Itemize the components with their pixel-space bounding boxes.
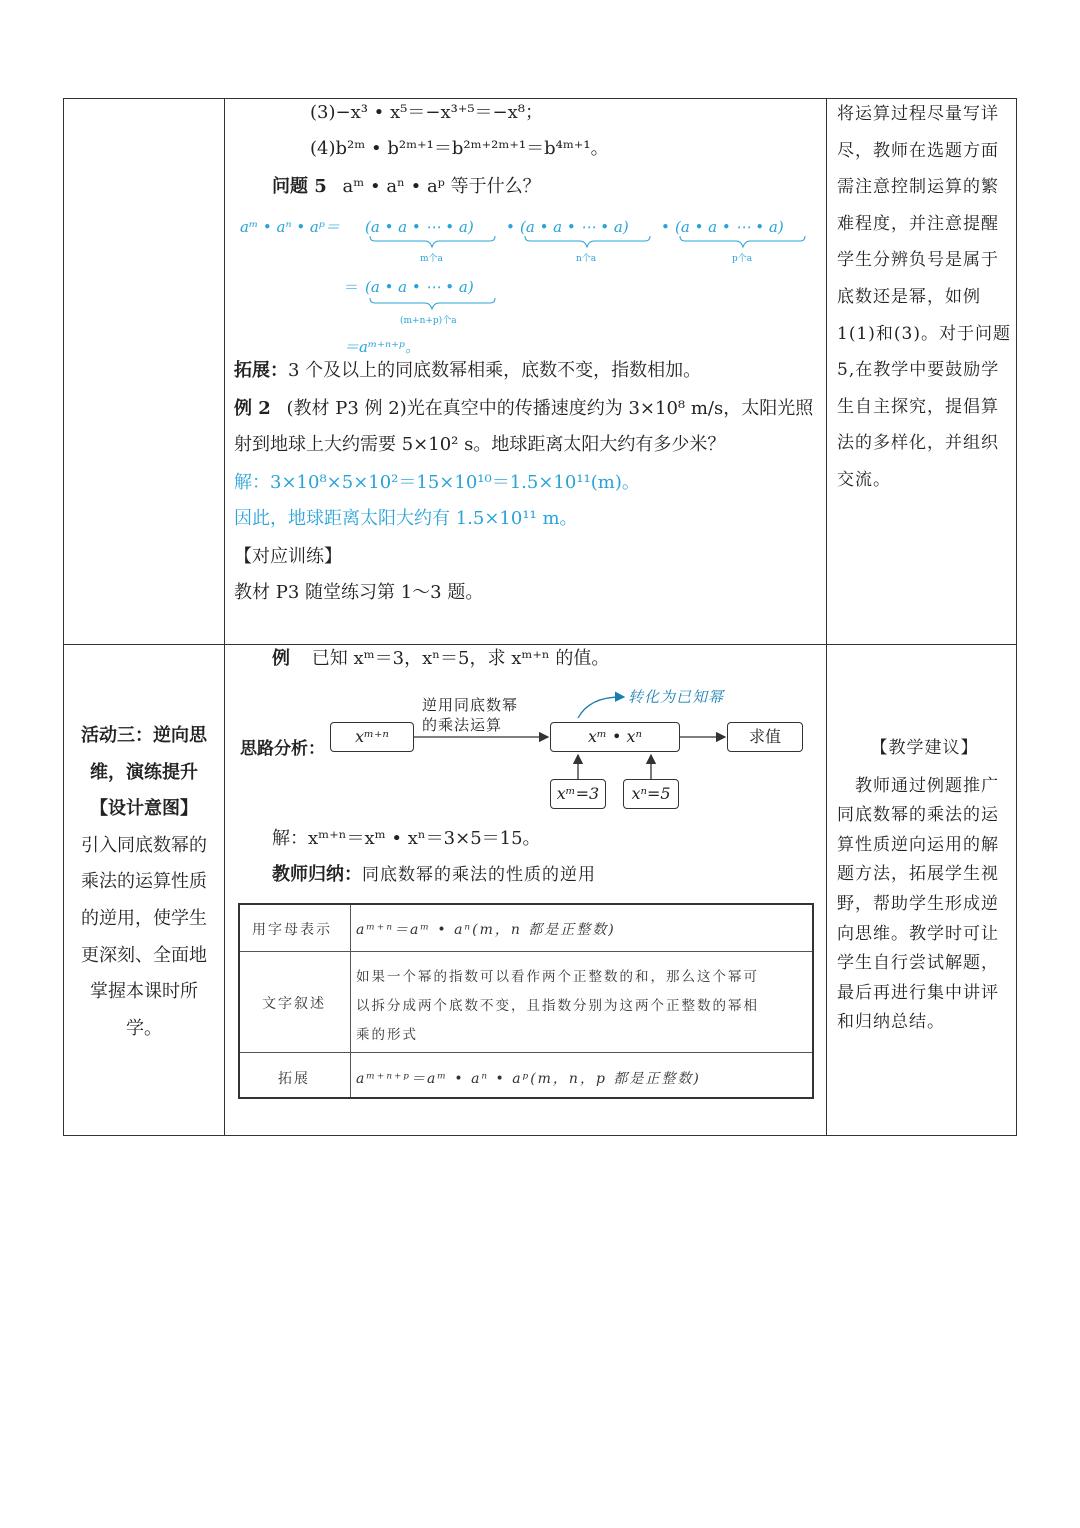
note-line: 尽，教师在选题方面 [837, 140, 999, 161]
solution-line-1: 解：3×10⁸×5×10²＝15×10¹⁰＝1.5×10¹¹(m)。 [234, 472, 640, 493]
table-head-symbol: 用字母表示 [252, 922, 332, 938]
teacher-summary [272, 864, 596, 886]
suggestion-line: 教师通过例题推广 [855, 775, 999, 796]
dot-1: • [506, 218, 515, 236]
note-line: 5,在教学中要鼓励学 [837, 360, 1000, 381]
suggestion-line: 学生自行尝试解题， [837, 953, 999, 974]
extension-text: 3 个及以上的同底数幂相乘，底数不变，指数相加。 [288, 360, 702, 381]
practice-heading: 【对应训练】 [234, 546, 342, 567]
summary-label: 教师归纳： [272, 864, 362, 885]
practice-text: 教材 P3 随堂练习第 1～3 题。 [234, 582, 484, 603]
derivation-result: ＝aᵐ⁺ⁿ⁺ᵖ。 [344, 338, 421, 356]
example-2-label: 例 2 [234, 398, 271, 419]
property-table-row-line [240, 951, 812, 952]
note-line: 交流。 [837, 469, 891, 490]
step-4: (4)b²ᵐ • b²ᵐ⁺¹＝b²ᵐ⁺²ᵐ⁺¹＝b⁴ᵐ⁺¹。 [310, 138, 609, 159]
summary-text: 同底数幂的乘法的性质的逆用 [362, 865, 596, 885]
property-table-row-line [240, 1052, 812, 1053]
table-head-text: 文字叙述 [262, 996, 326, 1012]
property-table [238, 903, 814, 1099]
example-2-line-2: 射到地球上大约需要 5×10² s。地球距离太阳大约有多少米？ [234, 434, 726, 455]
table-body-symbol: aᵐ⁺ⁿ＝aᵐ • aⁿ(m，n 都是正整数) [356, 922, 616, 938]
flow-box-xm3: xᵐ=3 [550, 779, 606, 809]
flow-box-xmn: xᵐ⁺ⁿ [330, 722, 414, 752]
dot-2: • [661, 218, 670, 236]
step-3: (3)−x³ • x⁵＝−x³⁺⁵＝−x⁸； [310, 102, 543, 123]
suggestion-line: 和归纳总结。 [837, 1012, 945, 1033]
derivation-group-sum: (a • a • ⋯ • a) [365, 278, 474, 296]
design-intent-heading: 【设计意图】 [90, 798, 198, 820]
note-line: 学生分辨负号是属于 [837, 250, 999, 271]
derivation-lhs: aᵐ • aⁿ • aᵖ＝ [240, 218, 340, 236]
note-line: 需注意控制运算的繁 [837, 177, 999, 198]
brace-n-label: n个a [576, 254, 597, 264]
intent-line: 更深刻、全面地 [81, 944, 207, 966]
note-line: 将运算过程尽量写详 [837, 104, 999, 124]
row2-solution: 解：xᵐ⁺ⁿ＝xᵐ • xⁿ＝3×5＝15。 [272, 828, 541, 849]
flow-box-xm-xn: xᵐ • xⁿ [550, 722, 680, 752]
suggestion-line: 向思维。教学时可让 [837, 923, 999, 944]
question-5-text: aᵐ • aⁿ • aᵖ 等于什么？ [342, 176, 541, 197]
brace-sum-label: (m+n+p)个a [400, 316, 457, 326]
suggestion-line: 题方法，拓展学生视 [837, 864, 999, 885]
table-body-text-2: 以拆分成两个底数不变，且指数分别为这两个正整数的幂相 [356, 998, 759, 1014]
flow-arrow-text-2: 的乘法运算 [422, 716, 503, 734]
suggestion-line: 同底数幂的乘法的运 [837, 805, 999, 826]
example-text: 已知 xᵐ＝3，xⁿ＝5，求 xᵐ⁺ⁿ 的值。 [311, 648, 610, 669]
suggestion-heading: 【教学建议】 [870, 738, 979, 758]
flow-arrow-text-1: 逆用同底数幂 [422, 696, 519, 714]
property-table-col [350, 905, 351, 1097]
suggestion-line: 野，帮助学生形成逆 [837, 893, 999, 914]
intent-line: 引入同底数幂的 [81, 834, 207, 856]
flow-box-xn5: xⁿ=5 [623, 779, 679, 809]
flow-box-evaluate: 求值 [727, 722, 803, 752]
teaching-suggestion [837, 734, 1012, 1038]
suggestion-line: 最后再进行集中讲评 [837, 982, 999, 1003]
annotation-curve [578, 697, 624, 718]
solution-line-2: 因此，地球距离太阳大约有 1.5×10¹¹ m。 [234, 508, 578, 529]
brace-p-label: p个a [732, 254, 753, 264]
note-line: 生自主探究，提倡算 [837, 396, 999, 417]
table-body-ext: aᵐ⁺ⁿ⁺ᵖ＝aᵐ • aⁿ • aᵖ(m，n，p 都是正整数) [356, 1071, 701, 1087]
table-head-ext: 拓展 [278, 1071, 310, 1087]
derivation-group-p: (a • a • ⋯ • a) [675, 218, 784, 236]
activity-title-2: 维，演练提升 [90, 761, 198, 783]
table-body-text-1: 如果一个幂的指数可以看作两个正整数的和，那么这个幂可 [356, 969, 759, 985]
extension-label: 拓展： [234, 360, 288, 381]
note-line: 难程度，并注意提醒 [837, 213, 999, 234]
note-line: 底数还是幂，如例 [837, 286, 981, 307]
flow-annotation: 转化为已知幂 [628, 688, 725, 706]
intent-line: 乘法的运算性质 [81, 871, 207, 893]
derivation-group-n: (a • a • ⋯ • a) [520, 218, 629, 236]
note-line: 1(1)和(3)。对于问题 [837, 323, 1011, 344]
example-2-text-1: (教材 P3 例 2)光在真空中的传播速度约为 3×10⁸ m/s，太阳光照 [286, 398, 814, 419]
intent-line: 的逆用，使学生 [81, 907, 207, 929]
intent-line: 掌握本课时所 [90, 981, 198, 1003]
activity-title-1: 活动三：逆向思 [81, 725, 207, 746]
question-5-label: 问题 5 [272, 176, 327, 197]
note-line: 法的多样化，并组织 [837, 433, 999, 454]
brace-m-label: m个a [420, 254, 443, 264]
suggestion-line: 算性质逆向运用的解 [837, 834, 999, 855]
equals-2: ＝ [344, 278, 360, 296]
flow-label: 思路分析： [240, 739, 325, 759]
example-label: 例 [272, 648, 290, 669]
intent-line: 学。 [126, 1017, 162, 1039]
table-body-text-3: 乘的形式 [356, 1027, 418, 1043]
derivation-group-m: (a • a • ⋯ • a) [365, 218, 474, 236]
